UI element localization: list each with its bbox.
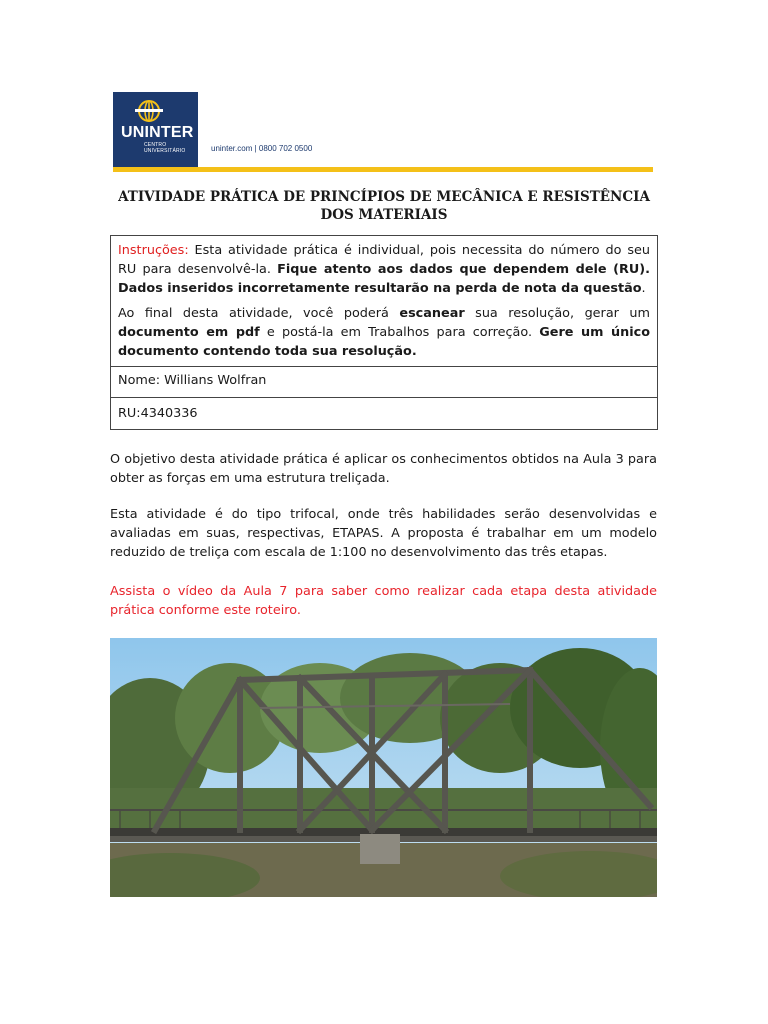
instructions-period: . bbox=[641, 281, 646, 296]
instructions-emphasis: Gere um único documento contendo toda sua resolução. bbox=[118, 325, 651, 359]
truss-bridge-photo bbox=[110, 638, 657, 897]
logo-subtitle: CENTRO UNIVERSITÁRIO bbox=[144, 142, 186, 154]
instructions-paragraph-1 bbox=[118, 241, 650, 298]
objective-paragraph: O objetivo desta atividade prática é aplicar os conhecimentos obtidos na Aula 3 para obter as forças em uma estrutura treliçada. bbox=[110, 452, 657, 487]
video-instruction-paragraph: Assista o vídeo da Aula 7 para saber como realizar cada etapa desta atividade prática conforme este roteiro. bbox=[110, 584, 657, 619]
activity-description-paragraph: Esta atividade é do tipo trifocal, onde três habilidades serão desenvolvidas e avaliadas em suas, respectivas, ETAPAS. A proposta é trabalhar em um modelo reduzido de treliça com escala de 1:100 no desenvolvimento das três etapas. bbox=[110, 507, 657, 561]
student-name-field bbox=[110, 365, 658, 398]
instructions-warning: Fique atento aos dados que dependem dele (RU). Dados inseridos incorretamente resultarão na perda de nota da questão bbox=[118, 262, 650, 296]
globe-icon bbox=[135, 98, 163, 124]
logo-wordmark: UNINTER bbox=[121, 124, 194, 141]
uninter-logo bbox=[113, 92, 198, 168]
student-name: Nome: Willians Wolfran bbox=[118, 373, 267, 388]
instructions-text: Esta atividade prática é individual, pois necessita do número do seu RU para desenvolvê-la. bbox=[118, 243, 650, 277]
document-title: ATIVIDADE PRÁTICA DE PRINCÍPIOS DE MECÂNICA E RESISTÊNCIA DOS MATERIAIS bbox=[118, 189, 650, 223]
instructions-paragraph-2 bbox=[118, 304, 650, 361]
header-rule bbox=[113, 167, 653, 172]
student-ru: RU:4340336 bbox=[118, 406, 198, 421]
instructions-text: e postá-la em Trabalhos para correção. bbox=[259, 325, 540, 340]
instructions-emphasis: documento em pdf bbox=[118, 325, 260, 340]
instructions-label: Instruções: bbox=[118, 243, 189, 258]
instructions-text: sua resolução, gerar um bbox=[464, 306, 650, 321]
contact-info: uninter.com | 0800 702 0500 bbox=[211, 144, 313, 153]
document-header bbox=[113, 92, 653, 172]
student-ru-field bbox=[110, 398, 658, 430]
instructions-emphasis: escanear bbox=[399, 306, 465, 321]
instructions-box bbox=[110, 235, 658, 367]
instructions-text: Ao final desta atividade, você poderá bbox=[118, 306, 400, 321]
